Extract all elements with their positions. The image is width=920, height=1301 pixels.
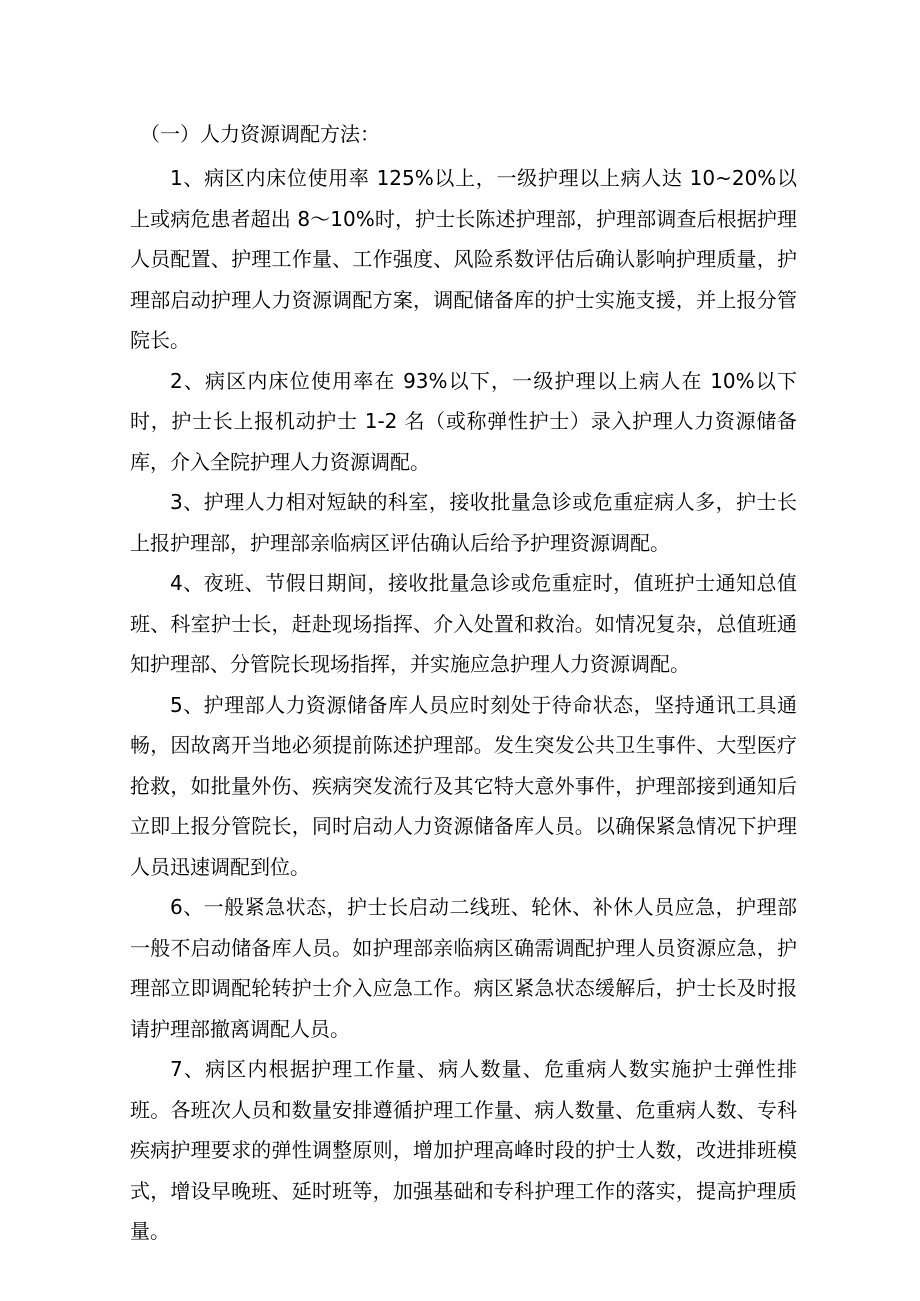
document-body xyxy=(130,114,797,1252)
section-heading: （一）人力资源调配方法： xyxy=(140,122,380,146)
paragraph-1: 1、病区内床位使用率 125%以上，一级护理以上病人达 10~20%以上或病危患者超出 8～10%时，护士长陈述护理部，护理部调查后根据护理人员配置、护理工作量、工作强度、风险系数评估后确认影响护理质量，护理部启动护理人力资源调配方案，调配储备库的护士实施支援，并上报分管院长。 xyxy=(130,166,797,352)
paragraph-3: 3、护理人力相对短缺的科室，接收批量急诊或危重症病人多，护士长上报护理部，护理部亲临病区评估确认后给予护理资源调配。 xyxy=(130,490,797,555)
paragraph-6: 6、一般紧急状态，护士长启动二线班、轮休、补休人员应急，护理部一般不启动储备库人员。如护理部亲临病区确需调配护理人员资源应急，护理部立即调配轮转护士介入应急工作。病区紧急状态缓解后，护士长及时报请护理部撤离调配人员。 xyxy=(130,895,797,1041)
paragraph-2: 2、病区内床位使用率在 93%以下，一级护理以上病人在 10%以下时，护士长上报机动护士 1-2 名（或称弹性护士）录入护理人力资源储备库，介入全院护理人力资源调配。 xyxy=(130,368,797,474)
paragraph-5: 5、护理部人力资源储备库人员应时刻处于待命状态，坚持通讯工具通畅，因故离开当地必须提前陈述护理部。发生突发公共卫生事件、大型医疗抢救，如批量外伤、疾病突发流行及其它特大意外事件，护理部接到通知后立即上报分管院长，同时启动人力资源储备库人员。以确保紧急情况下护理人员迅速调配到位。 xyxy=(130,692,797,879)
paragraph-7: 7、病区内根据护理工作量、病人数量、危重病人数实施护士弹性排班。各班次人员和数量安排遵循护理工作量、病人数量、危重病人数、专科疾病护理要求的弹性调整原则，增加护理高峰时段的护士人数，改进排班模式，增设早晚班、延时班等，加强基础和专科护理工作的落实，提高护理质量。 xyxy=(130,1057,797,1243)
paragraph-4: 4、夜班、节假日期间，接收批量急诊或危重症时，值班护士通知总值班、科室护士长，赶赴现场指挥、介入处置和救治。如情况复杂，总值班通知护理部、分管院长现场指挥，并实施应急护理人力资源调配。 xyxy=(130,571,797,676)
